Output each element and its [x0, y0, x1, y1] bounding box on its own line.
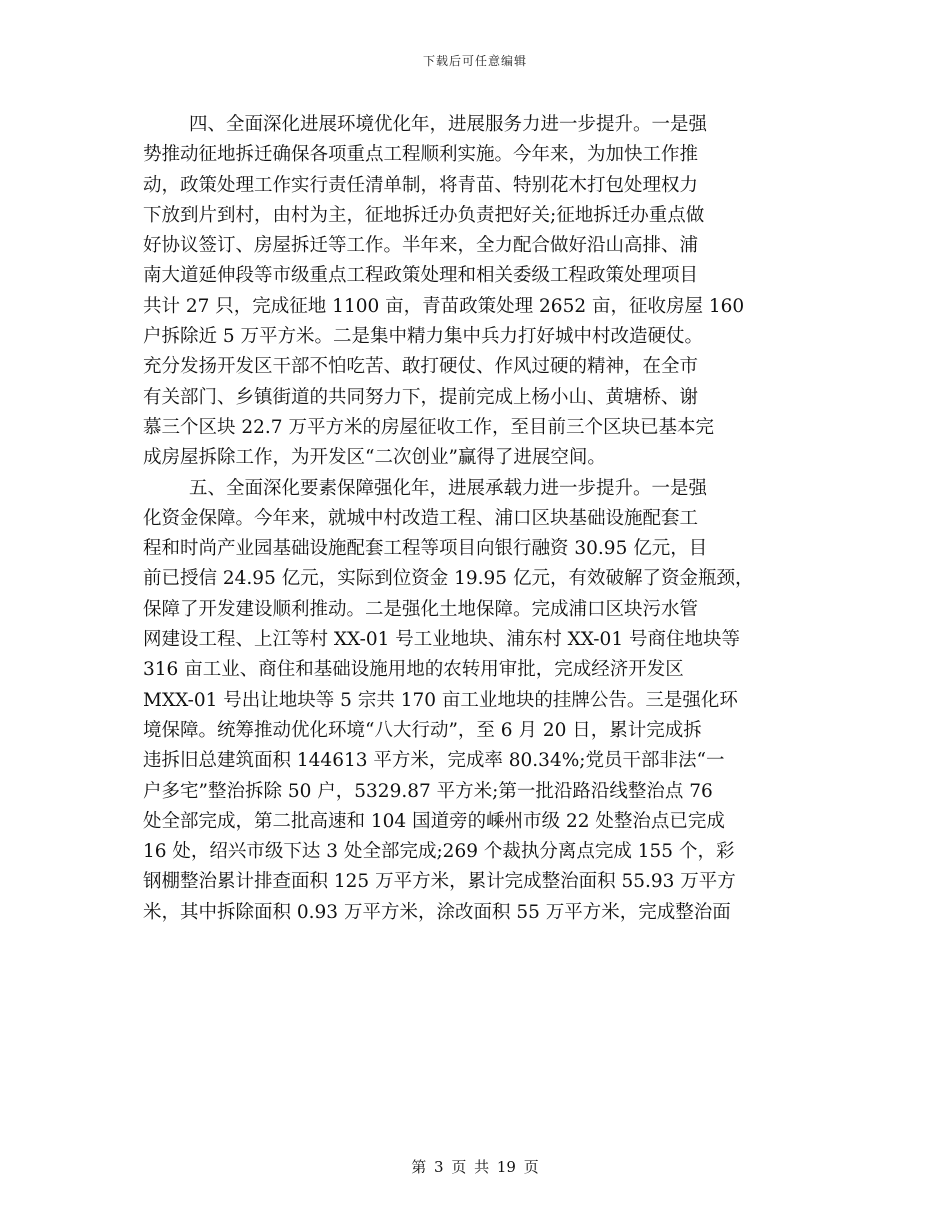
text-line: 四、全面深化进展环境优化年，进展服务力进一步提升。一是强: [189, 114, 708, 135]
text-line: 16 处，绍兴市级下达 3 处全部完成;269 个裁执分离点完成 155 个，彩: [143, 841, 735, 863]
text-line: 共计 27 只，完成征地 1100 亩，青苗政策处理 2652 亩，征收房屋 160: [143, 295, 745, 317]
text-line: 南大道延伸段等市级重点工程政策处理和相关委级工程政策处理项目: [143, 265, 699, 287]
text-line: 网建设工程、上江等村 XX-01 号工业地块、浦东村 XX-01 号商住地块等: [143, 629, 740, 651]
text-line: 米，其中拆除面积 0.93 万平方米，涂改面积 55 万平方米，完成整治面: [143, 901, 731, 923]
text-line: 势推动征地拆迁确保各项重点工程顺利实施。今年来，为加快工作推: [143, 144, 699, 166]
text-line: 慕三个区块 22.7 万平方米的房屋征收工作，至目前三个区块已基本完: [143, 416, 714, 438]
paragraph-5: [143, 474, 825, 928]
text-line: 五、全面深化要素保障强化年，进展承载力进一步提升。一是强: [189, 477, 708, 499]
page-header-note: 下载后可任意编辑: [422, 54, 527, 68]
text-line: 动，政策处理工作实行责任清单制，将青苗、特别花木打包处理权力: [143, 174, 699, 196]
text-line: MXX-01 号出让地块等 5 宗共 170 亩工业地块的挂牌公告。三是强化环: [143, 689, 738, 711]
text-line: 下放到片到村，由村为主，征地拆迁办负责把好关;征地拆迁办重点做: [143, 204, 705, 226]
text-line: 保障了开发建设顺利推动。二是强化土地保障。完成浦口区块污水管: [143, 598, 699, 620]
document-body: [143, 110, 825, 928]
text-line: 充分发扬开发区干部不怕吃苦、敢打硬仗、作风过硬的精神，在全市: [143, 356, 699, 378]
text-line: 化资金保障。今年来，就城中村改造工程、浦口区块基础设施配套工: [143, 507, 699, 529]
text-line: 境保障。统筹推动优化环境“八大行动”，至 6 月 20 日，累计完成拆: [143, 719, 702, 741]
text-line: 钢棚整治累计排查面积 125 万平方米，累计完成整治面积 55.93 万平方: [143, 871, 736, 893]
text-line: 前已授信 24.95 亿元，实际到位资金 19.95 亿元，有效破解了资金瓶颈，: [143, 568, 754, 590]
text-line: 有关部门、乡镇街道的共同努力下，提前完成上杨小山、黄塘桥、谢: [143, 386, 699, 408]
text-line: 程和时尚产业园基础设施配套工程等项目向银行融资 30.95 亿元，目: [143, 538, 708, 560]
page-number-footer: 第 3 页 共 19 页: [411, 1158, 539, 1176]
text-line: 好协议签订、房屋拆迁等工作。半年来，全力配合做好沿山高排、浦: [143, 235, 699, 257]
text-line: 户多宅”整治拆除 50 户，5329.87 平方米;第一批沿路沿线整治点 76: [143, 780, 713, 802]
text-line: 处全部完成，第二批高速和 104 国道旁的嵊州市级 22 处整治点已完成: [143, 810, 725, 832]
text-line: 违拆旧总建筑面积 144613 平方米，完成率 80.34%;党员干部非法“一: [143, 750, 725, 772]
text-line: 成房屋拆除工作，为开发区“二次创业”赢得了进展空间。: [143, 447, 606, 469]
paragraph-4: [143, 110, 825, 474]
text-line: 316 亩工业、商住和基础设施用地的农转用审批，完成经济开发区: [143, 659, 684, 681]
text-line: 户拆除近 5 万平方米。二是集中精力集中兵力打好城中村改造硬仗。: [143, 326, 704, 348]
